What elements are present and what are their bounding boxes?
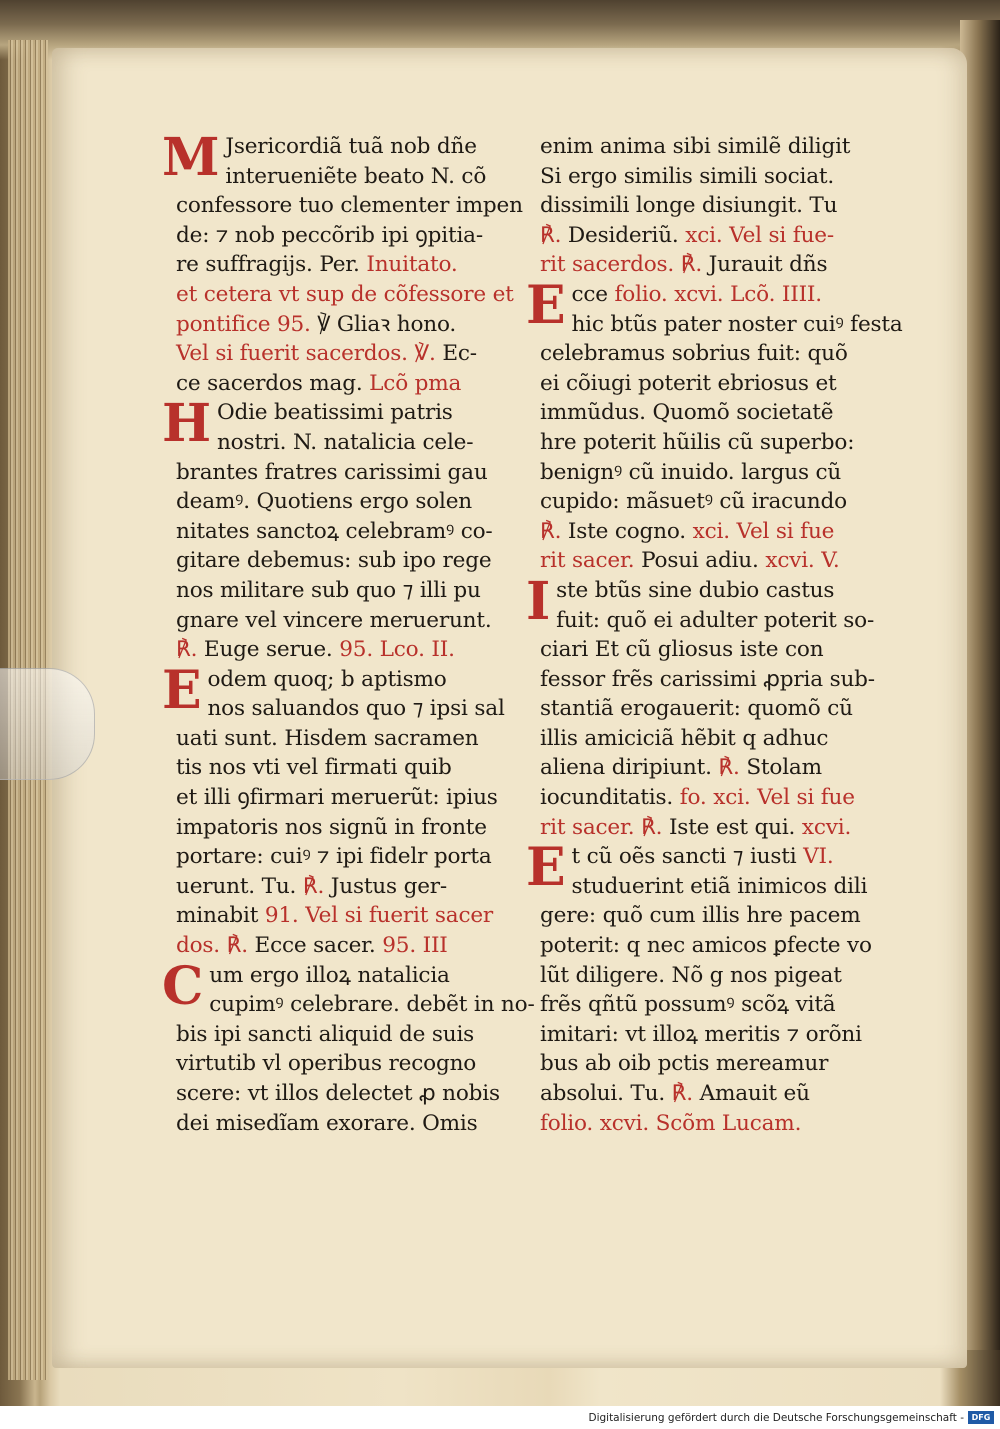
body-text: cupido: mãsuetꝰ cũ iracundo [540, 489, 847, 515]
body-text: imitari: vt illoꝝ meritis ⁊ orõni [540, 1021, 862, 1047]
text-line [540, 162, 880, 192]
body-text: Ec- [435, 341, 477, 367]
rubric-text: dos. ℟. [176, 933, 248, 959]
body-text: nos saluandos quo ⁊ ipsi sal [207, 696, 505, 722]
text-line [540, 813, 880, 843]
text-line [540, 458, 880, 488]
dfg-logo: DFG [968, 1411, 994, 1424]
text-line [176, 1109, 516, 1139]
text-line [176, 813, 516, 843]
drop-initial: I [526, 570, 551, 632]
drop-initial: E [526, 837, 566, 899]
body-text: t cũ oẽs sancti ⁊ iusti [571, 844, 797, 870]
body-text: Posui adiu. [634, 548, 759, 574]
body-text: tis nos vti vel firmati quib [176, 755, 452, 781]
body-text: de: ⁊ nob peccõrib ipi ꝯpitia- [176, 222, 483, 248]
text-line [176, 250, 516, 280]
page-clip [0, 668, 95, 780]
drop-initial: C [162, 955, 204, 1017]
footer-credit: Digitalisierung gefördert durch die Deutsche Forschungsgemeinschaft - [588, 1412, 964, 1424]
text-line [176, 753, 516, 783]
text-line [176, 487, 516, 517]
body-text: enim anima sibi similẽ diligit [540, 134, 851, 159]
text-line [540, 1109, 880, 1139]
text-line [540, 665, 880, 695]
text-line [540, 1049, 880, 1079]
text-line [176, 191, 523, 221]
body-text: cupimꝰ celebrare. debẽt in no- [209, 992, 535, 1018]
body-text: re suffragijs. Per. [176, 252, 360, 278]
text-line [540, 1079, 880, 1109]
body-text: bus ab oib pctis mereamur [540, 1051, 829, 1077]
body-text: lũt diligere. Nõ g nos pigeat [540, 962, 842, 988]
text-line [540, 1020, 880, 1050]
body-text: Justus ger- [324, 873, 447, 899]
rubric-text: Vel si fuerit sacerdos. ℣. [176, 341, 436, 367]
body-text: scere: vt illos delectet ꝓ nobis [176, 1081, 500, 1106]
text-line [176, 339, 516, 369]
body-text: immũdus. Quomõ societatẽ [540, 400, 834, 426]
body-text: Jsericordiã tuã nob dñe [225, 134, 477, 159]
body-text: poterit: q nec amicos ꝑfecte vo [540, 933, 872, 959]
text-line [176, 872, 516, 902]
body-text: virtutib vl operibus recogno [176, 1051, 477, 1077]
body-text: gere: quõ cum illis hre pacem [540, 903, 861, 929]
text-line [540, 606, 880, 636]
body-text: celebramus sobrius fuit: quõ [540, 341, 848, 367]
rubric-text: ℟. [540, 222, 562, 248]
body-text: dei misedĩam exorare. Omis [176, 1110, 478, 1136]
text-line [540, 221, 880, 251]
body-text: iocunditatis. [540, 785, 674, 811]
text-line [540, 931, 880, 961]
body-text: Stolam [739, 755, 822, 781]
text-line [540, 191, 880, 221]
rubric-text: ℟. [711, 755, 740, 781]
rubric-text: ℟. [665, 1081, 693, 1106]
text-line [540, 250, 880, 280]
body-text: gitare debemus: sub ipo rege [176, 548, 492, 574]
body-text: deamꝰ. Quotiens ergo solen [176, 489, 473, 515]
text-line [540, 753, 880, 783]
body-text: benignꝰ cũ inuido. largus cũ [540, 459, 842, 485]
text-line [540, 517, 880, 547]
text-line [540, 369, 880, 399]
body-text: gnare vel vincere meruerunt. [176, 607, 492, 633]
body-text: ei cõiugi poterit ebriosus et [540, 370, 837, 396]
text-line [540, 783, 880, 813]
text-line [176, 1020, 516, 1050]
body-text: uerunt. Tu. [176, 873, 297, 899]
text-line [540, 694, 880, 724]
text-line [176, 635, 516, 665]
text-line [176, 606, 516, 636]
rubric-text: xcvi. V. [758, 548, 840, 574]
rubric-text: folio. xcvi. Lcõ. IIII. [607, 281, 822, 307]
text-line [176, 280, 516, 310]
body-text: Jurauit dñs [702, 252, 828, 278]
rubric-text: pontifice 95. [176, 311, 311, 337]
text-line [540, 132, 880, 162]
text-line [176, 842, 516, 872]
text-line [176, 931, 516, 961]
body-text: um ergo illoꝝ natalicia [209, 962, 450, 988]
drop-initial: E [162, 659, 202, 721]
body-text: Ecce sacer. [247, 933, 376, 959]
body-text: nostri. N. natalicia cele- [216, 429, 474, 455]
text-line [176, 576, 516, 606]
text-line [540, 428, 880, 458]
body-text: hic btũs pater noster cuiꝰ festa [571, 311, 903, 337]
text-line [540, 310, 903, 340]
body-text: ciari Et cũ gliosus iste con [540, 637, 824, 663]
body-text: ce sacerdos mag. [176, 370, 363, 396]
right-text-column [526, 132, 903, 1138]
body-text: illis amiciciã hẽbit q adhuc [540, 725, 829, 751]
rubric-text: 91. Vel si fuerit sacer [258, 903, 494, 929]
footer-bar [0, 1406, 1000, 1429]
body-text: bis ipi sancti aliquid de suis [176, 1021, 475, 1047]
body-text: minabit [176, 903, 259, 929]
text-line [176, 546, 516, 576]
text-line [540, 724, 880, 754]
body-text: absolui. Tu. [540, 1081, 666, 1106]
body-text: dissimili longe disiungit. Tu [540, 193, 838, 219]
body-text: Euge serue. [203, 637, 333, 663]
text-line [176, 1079, 516, 1109]
rubric-text: fo. xci. Vel si fue [673, 785, 855, 811]
rubric-text: xcvi. [795, 814, 852, 840]
rubric-text: VI. [796, 844, 834, 870]
text-line [540, 487, 880, 517]
rubric-text: Lcõ pma [362, 370, 462, 396]
rubric-text: ℟. [540, 518, 562, 544]
text-line [176, 901, 516, 931]
body-text: Si ergo similis simili sociat. [540, 163, 835, 189]
body-text: nitates sanctoꝝ celebramꝰ co- [176, 518, 493, 544]
text-line [540, 339, 880, 369]
body-text: portare: cuiꝰ ⁊ ipi fidelr porta [176, 844, 492, 870]
text-line [540, 990, 880, 1020]
text-line [176, 694, 516, 724]
body-text: Desideriũ. [561, 222, 679, 248]
rubric-text: ℟. [296, 873, 325, 899]
rubric-text: 95. Lco. II. [332, 637, 455, 663]
text-line [176, 221, 516, 251]
rubric-text: et cetera vt sup de cõfessore et [176, 281, 514, 307]
text-line [540, 398, 880, 428]
text-line [176, 517, 516, 547]
drop-initial: M [162, 127, 220, 188]
rubric-text: folio. xcvi. Scõm Lucam. [540, 1110, 802, 1136]
rubric-text: xci. Vel si fue- [678, 222, 834, 248]
drop-initial: H [162, 393, 211, 455]
text-line [176, 310, 516, 340]
body-text: brantes fratres carissimi gau [176, 459, 488, 485]
text-line [176, 369, 516, 399]
text-line [540, 961, 880, 991]
body-text: cce [571, 281, 608, 307]
body-text: uati sunt. Hisdem sacramen [176, 725, 479, 751]
body-text: confessore tuo clementer impen [176, 193, 523, 219]
text-line [176, 990, 535, 1020]
rubric-text: xci. Vel si fue [685, 518, 835, 544]
rubric-text: Inuitato. [359, 252, 458, 278]
text-line [176, 458, 516, 488]
text-line [176, 724, 516, 754]
text-line [176, 783, 516, 813]
rubric-text: rit sacerdos. ℟. [540, 252, 702, 278]
body-text: ste btũs sine dubio castus [556, 577, 835, 603]
text-line [540, 872, 880, 902]
body-text: aliena diripiunt. [540, 755, 712, 781]
text-line [176, 428, 516, 458]
body-text: Odie beatissimi patris [216, 400, 453, 426]
text-line [176, 162, 516, 192]
body-text: impatoris nos signũ in fronte [176, 814, 487, 840]
drop-initial: E [526, 274, 566, 336]
left-text-column [162, 127, 535, 1138]
rubric-text: rit sacer. ℟. [540, 814, 663, 840]
text-line [540, 635, 880, 665]
body-text: ℣ Gliaꝛ hono. [310, 311, 457, 337]
rubric-text: rit sacer. [540, 548, 635, 574]
text-line [540, 546, 880, 576]
body-text: Amauit eũ [692, 1081, 810, 1106]
body-text: nos militare sub quo ⁊ illi pu [176, 577, 481, 603]
text-line [540, 901, 880, 931]
body-text: et illi ꝯfirmari meruerũt: ipius [176, 785, 498, 811]
text-line [176, 1049, 516, 1079]
body-text: odem quoq; b aptismo [207, 666, 447, 692]
body-text: hre poterit hũilis cũ superbo: [540, 429, 855, 455]
body-text: Iste cogno. [561, 518, 686, 544]
body-text: fessor frẽs carissimi ꝓpria sub- [540, 666, 875, 692]
body-text: fuit: quõ ei adulter poterit so- [556, 607, 875, 633]
body-text: Iste est qui. [662, 814, 796, 840]
body-text: stantiã erogauerit: quomõ cũ [540, 696, 853, 722]
rubric-text: ℟. [176, 637, 204, 663]
rubric-text: 95. III [375, 933, 448, 959]
body-text: frẽs qñtũ possumꝰ scõꝝ vitã [540, 992, 836, 1018]
body-text: interueniẽte beato N. cõ [225, 163, 487, 189]
body-text: studuerint etiã inimicos dili [571, 873, 868, 899]
